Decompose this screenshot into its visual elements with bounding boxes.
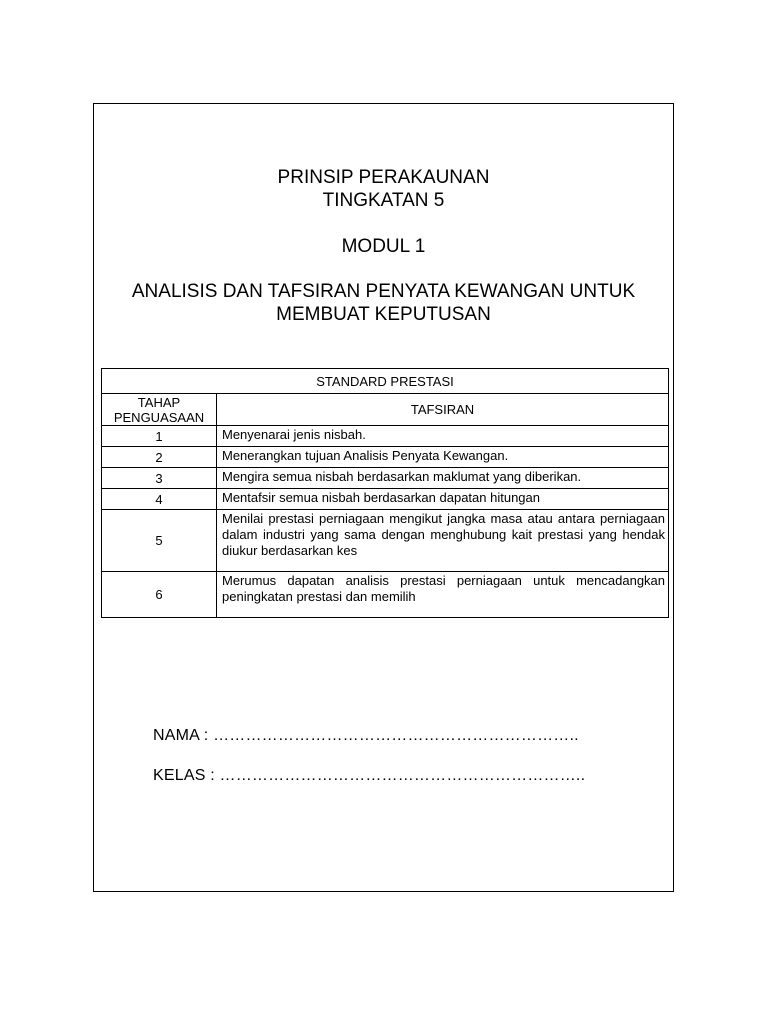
- desc-cell: Mengira semua nisbah berdasarkan maklumat yang diberikan.: [217, 468, 669, 489]
- level-cell: 5: [102, 510, 217, 572]
- level-cell: 4: [102, 489, 217, 510]
- level-cell: 6: [102, 572, 217, 618]
- class-field: KELAS : …………………………………………………………..: [153, 767, 586, 784]
- table-row: [102, 426, 669, 447]
- column-header-level: [102, 394, 217, 426]
- desc-cell: Merumus dapatan analisis prestasi perniagaan untuk mencadangkan peningkatan prestasi dan memilih: [217, 572, 669, 618]
- desc-cell: Menerangkan tujuan Analisis Penyata Kewangan.: [217, 447, 669, 468]
- level-cell: 1: [102, 426, 217, 447]
- column-header-level-line2: PENGUASAAN: [113, 409, 205, 425]
- table-row: [102, 489, 669, 510]
- level-cell: 2: [102, 447, 217, 468]
- desc-cell: Menilai prestasi perniagaan mengikut jangka masa atau antara perniagaan dalam industri yang sama dengan menghubung kait prestasi yang hendak diukur berdasarkan kes: [217, 510, 669, 572]
- form-level: TINGKATAN 5: [322, 190, 445, 211]
- performance-standard-table: [101, 368, 669, 618]
- desc-cell: Menyenarai jenis nisbah.: [217, 426, 669, 447]
- topic-title-line1: ANALISIS DAN TAFSIRAN PENYATA KEWANGAN UNTUK: [131, 281, 636, 302]
- subject-title: PRINSIP PERAKAUNAN: [277, 167, 490, 188]
- column-header-desc: TAFSIRAN: [217, 394, 669, 426]
- table-caption: STANDARD PRESTASI: [102, 369, 669, 394]
- table-row: [102, 468, 669, 489]
- table-row: [102, 572, 669, 618]
- level-cell: 3: [102, 468, 217, 489]
- cover-frame: [93, 103, 674, 892]
- table-row: [102, 447, 669, 468]
- column-header-level-line1: TAHAP: [137, 394, 181, 410]
- table-row: [102, 510, 669, 572]
- desc-cell: Mentafsir semua nisbah berdasarkan dapatan hitungan: [217, 489, 669, 510]
- topic-title-line2: MEMBUAT KEPUTUSAN: [276, 304, 491, 325]
- name-field: NAMA : …………………………………………………………..: [153, 727, 579, 744]
- module-title: MODUL 1: [341, 236, 426, 257]
